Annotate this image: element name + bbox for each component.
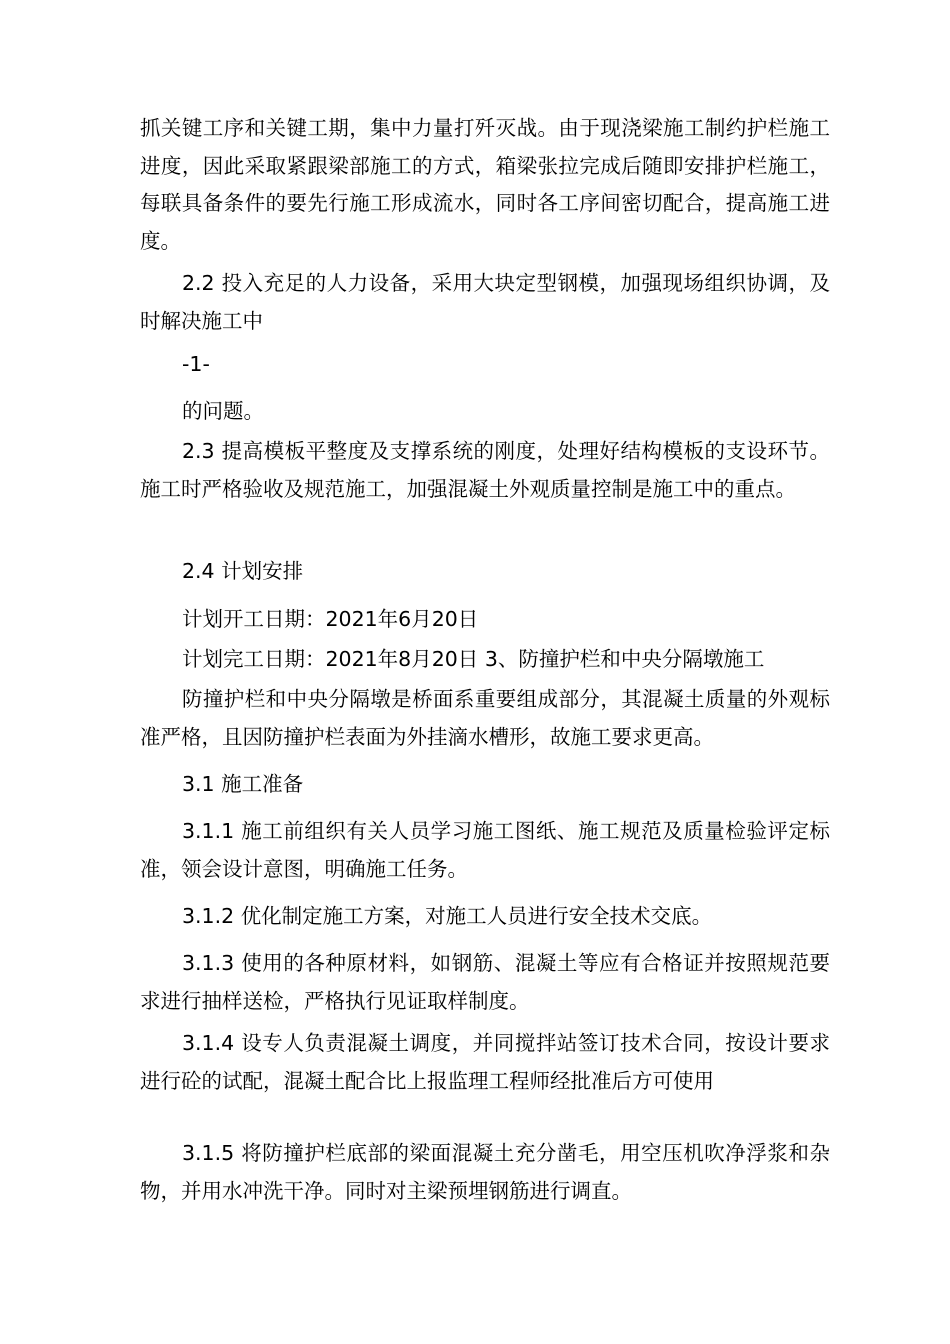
paragraph-3-1-5: 3.1.5 将防撞护栏底部的梁面混凝土充分凿毛，用空压机吹净浮浆和杂物，并用水冲洗干净。同时对主梁预埋钢筋进行调直。 xyxy=(140,1141,830,1203)
paragraph-continuation-2: 的问题。 xyxy=(182,399,264,423)
paragraph-section-3-intro: 防撞护栏和中央分隔墩是桥面系重要组成部分，其混凝土质量的外观标准严格，且因防撞护栏表面为外挂滴水槽形，故施工要求更高。 xyxy=(140,687,830,749)
heading-2-4: 2.4 计划安排 xyxy=(182,559,304,583)
plan-start-date: 计划开工日期：2021年6月20日 xyxy=(182,607,479,631)
paragraph-3-1-2: 3.1.2 优化制定施工方案，对施工人员进行安全技术交底。 xyxy=(182,904,713,928)
paragraph-3-1-4: 3.1.4 设专人负责混凝土调度，并同搅拌站签订技术合同，按设计要求进行砼的试配，混凝土配合比上报监理工程师经批准后方可使用 xyxy=(140,1031,830,1093)
heading-3-1: 3.1 施工准备 xyxy=(182,772,304,796)
paragraph-2-2: 2.2 投入充足的人力设备，采用大块定型钢模，加强现场组织协调，及时解决施工中 xyxy=(140,271,830,333)
plan-end-date: 计划完工日期：2021年8月20日 3、防撞护栏和中央分隔墩施工 xyxy=(182,647,765,671)
paragraph-3-1-3: 3.1.3 使用的各种原材料，如钢筋、混凝土等应有合格证并按照规范要求进行抽样送检，严格执行见证取样制度。 xyxy=(140,951,830,1013)
paragraph-continuation: 抓关键工序和关键工期，集中力量打歼灭战。由于现浇梁施工制约护栏施工进度，因此采取紧跟梁部施工的方式，箱梁张拉完成后随即安排护栏施工，每联具备条件的要先行施工形成流水，同时各工序间密切配合，提高施工进度。 xyxy=(140,116,830,253)
page-number: -1- xyxy=(182,352,210,376)
paragraph-2-3: 2.3 提高模板平整度及支撑系统的刚度，处理好结构模板的支设环节。施工时严格验收及规范施工，加强混凝土外观质量控制是施工中的重点。 xyxy=(140,439,830,501)
paragraph-3-1-1: 3.1.1 施工前组织有关人员学习施工图纸、施工规范及质量检验评定标准，领会设计意图，明确施工任务。 xyxy=(140,819,830,881)
